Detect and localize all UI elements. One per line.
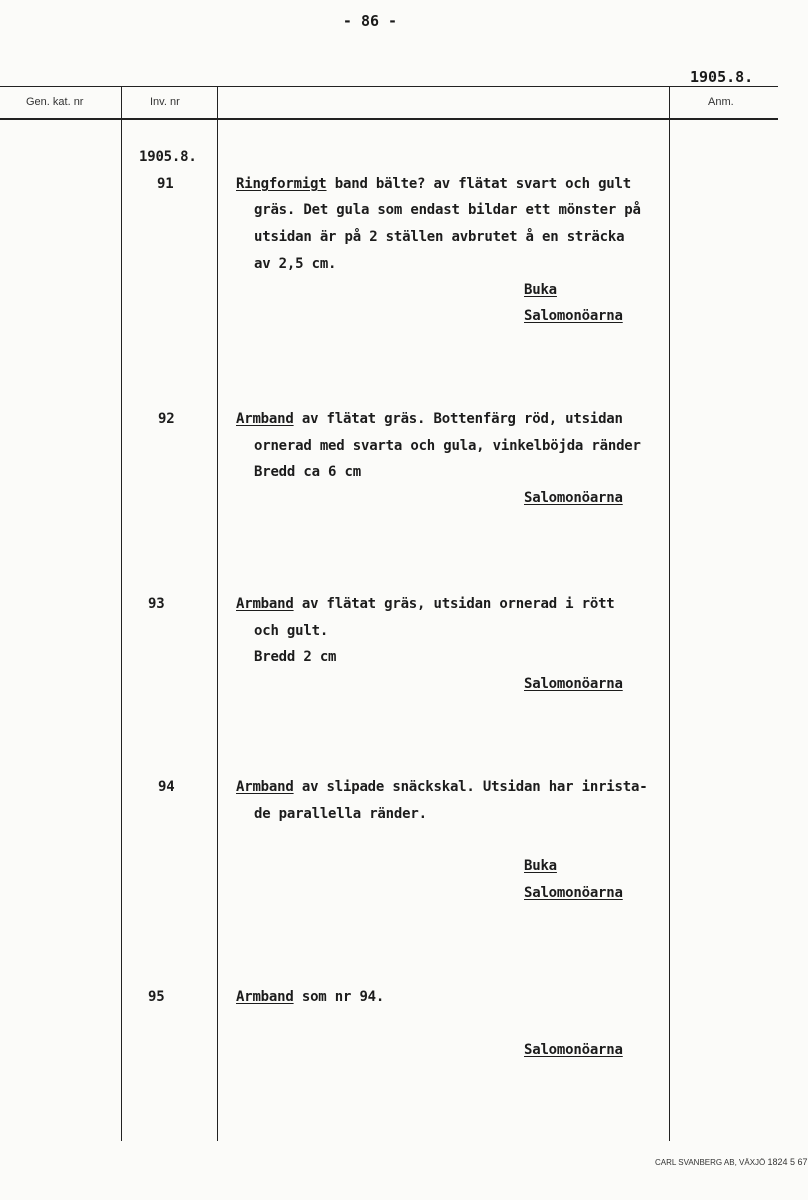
- column-header-inv-nr: Inv. nr: [150, 96, 180, 108]
- entry-number: 92: [158, 411, 175, 427]
- entry-line: och gult.: [254, 623, 329, 639]
- section-year: 1905.8.: [139, 149, 197, 165]
- entry-place: Salomonöarna: [524, 490, 623, 506]
- entry-number: 95: [148, 989, 165, 1005]
- entry-first-line: [236, 596, 615, 612]
- entry-first-line: [236, 779, 647, 795]
- column-divider-2: [217, 86, 218, 1141]
- entry-line: av 2,5 cm.: [254, 256, 337, 272]
- entry-line: Bredd ca 6 cm: [254, 464, 361, 480]
- entry-place: Salomonöarna: [524, 308, 623, 324]
- entry-line: de parallella ränder.: [254, 806, 427, 822]
- entry-number: 93: [148, 596, 165, 612]
- form-code: 1824 5 67: [767, 1157, 808, 1167]
- page-number: - 86 -: [342, 12, 398, 30]
- entry-title: Armband: [236, 596, 294, 612]
- entry-title: Armband: [236, 989, 294, 1005]
- entry-title: Armband: [236, 779, 294, 795]
- entry-text: av flätat gräs, utsidan ornerad i rött: [293, 596, 615, 612]
- column-header-gen-kat-nr: Gen. kat. nr: [26, 96, 84, 108]
- entry-text: som nr 94.: [293, 989, 385, 1005]
- printer-name: CARL SVANBERG AB, VÄXJÖ: [655, 1158, 766, 1167]
- entry-line: gräs. Det gula som endast bildar ett mönster på: [254, 202, 641, 218]
- entry-first-line: [236, 989, 384, 1005]
- column-header-anm: Anm.: [708, 96, 734, 108]
- entry-place: Salomonöarna: [524, 676, 623, 692]
- header-top-rule: [0, 86, 778, 87]
- column-divider-3: [669, 86, 670, 1141]
- entry-text: av slipade snäckskal. Utsidan har inrista-: [293, 779, 648, 795]
- header-bottom-rule: [0, 118, 778, 120]
- column-divider-1: [121, 86, 122, 1141]
- entry-place: Buka: [524, 282, 557, 298]
- year-header: 1905.8.: [690, 68, 754, 86]
- entry-text: av flätat gräs. Bottenfärg röd, utsidan: [293, 411, 623, 427]
- entry-title: Armband: [236, 411, 294, 427]
- entry-number: 94: [158, 779, 175, 795]
- entry-line: ornerad med svarta och gula, vinkelböjda ränder: [254, 438, 641, 454]
- entry-number: 91: [157, 176, 174, 192]
- entry-line: utsidan är på 2 ställen avbrutet å en sträcka: [254, 229, 625, 245]
- entry-text: band bälte? av flätat svart och gult: [326, 176, 631, 192]
- entry-first-line: [236, 176, 631, 192]
- entry-line: Bredd 2 cm: [254, 649, 337, 665]
- entry-place: Salomonöarna: [524, 885, 623, 901]
- printer-footer: [655, 1157, 808, 1167]
- entry-first-line: [236, 411, 623, 427]
- entry-place: Salomonöarna: [524, 1042, 623, 1058]
- entry-title: Ringformigt: [236, 176, 327, 192]
- entry-place: Buka: [524, 858, 557, 874]
